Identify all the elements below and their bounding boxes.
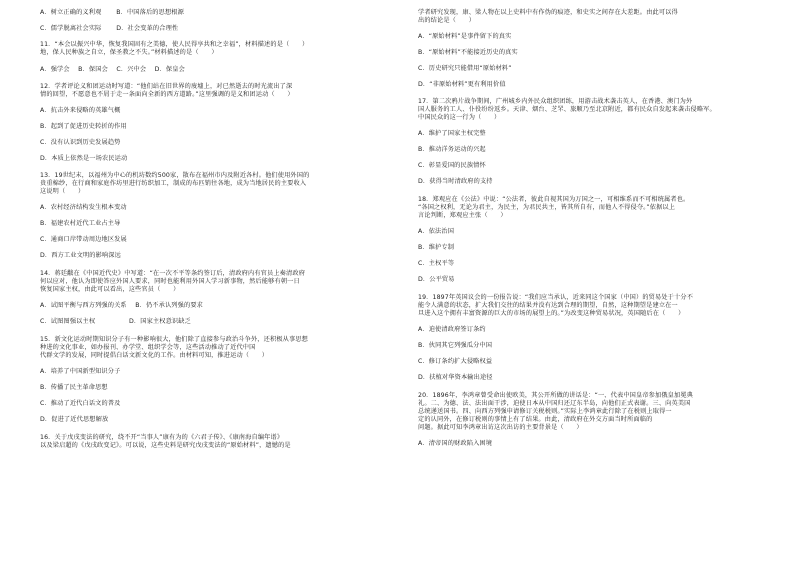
left-text-line: 何以应对，他认为即使答应外国人要求，同时也能利用外国人学习新事物，然后能够有朝一日 [40,278,300,285]
right-text-line: 出的结论是（ ） [418,17,476,24]
right-text-line: 19．1897年英国议会的一份报告说：“我们应当承认，近来同这个国家（中国）的贸易处于十分不 [418,294,694,301]
right-text-line: “各国之权利，无论为君主，为民主，为君民共主，皆其所自有，而他人不得侵夺。”依据以上 [418,204,676,211]
right-text-line: 总统递送国书。四、向西方列强申请修订关税税则。”实际上李鸿章此行除了在税则上取得一 [418,408,672,415]
right-text-line: B．维护专制 [418,244,455,251]
left-text-line: 13．19世纪末，以福州为中心的机坊数约500家，散布在福州市内及附近各村。他们使用外国的 [40,172,310,179]
left-text-line: 代群文学的发展，同时提倡白话文新文化的工作。由材料可知，推进运动（ ） [40,352,269,359]
right-text-line: 国人服务的工人、仆役纷纷返乡。天津、烟台、芝罘、旅顺乃至北京附近，都有民众自发起来袭击侵略军。 [418,106,716,113]
right-text-line: 言论判断，郑观应主张（ ） [418,212,507,219]
right-text-line: 问题。据此可知李鸿章出访这次出访的主要背景是（ ） [418,424,583,431]
left-text-line: B．福建农村近代工业占主导 [40,220,121,227]
right-text-line: 17．第二次鸦片战争期间，广州城乡内外民众组织团练，用游击战术袭击英人，在香港、澳门为外 [418,98,693,105]
left-text-line: A．抗击外来侵略的英雄气概 [40,107,121,114]
left-text-line: 这说明（ ） [40,188,85,195]
left-text-line: B．传播了民主革命思想 [40,384,108,391]
right-text-line: 中国民众的这一行为（ ） [418,114,501,121]
left-text-line: 贵重棉纱，在行商和家庭作坊里进行纺织加工，制成的布匹销往各地，成为当地居民的主要收入 [40,180,307,187]
right-column [418,0,763,562]
left-text-line: D．促进了近代思想解放 [40,416,109,423]
right-text-line: A．迫使清政府签订条约 [418,326,486,333]
right-text-line: B．推动洋务运动的兴起 [418,146,486,153]
right-text-line: D．获得当时清政府的支持 [418,178,493,185]
left-text-line: 12．学者评论义和团运动时写道：“他们站在旧世界的废墟上，对已然逝去的时光流出了深 [40,83,293,90]
left-text-line: A．树立正确的义利观 B．中国落后的思想根源 [40,9,184,16]
right-text-line: 学者研究发现，康、梁人物在以上史料中有作伪的痕迹，和史实之间存在大差距。由此可以得 [418,9,678,16]
left-text-line: C．试图图强以主权 D．国家主权意识缺乏 [40,318,191,325]
right-text-line: 礼。二、为德、法、法出面干涉，迫使日本从中国归还辽东半岛，向他们正式表谢。三、向英美国 [418,400,691,407]
right-text-line: C．历史研究只能借用“原始材料” [418,65,512,72]
right-text-line: A．维护了国家主权完整 [418,130,486,137]
left-text-line: C．没有认识到历史发展趋势 [40,139,121,146]
left-text-line: D．本质上依然是一场农民运动 [40,155,128,162]
right-text-line: B．“原始材料”不能接近历史的真实 [418,49,518,56]
left-text-line: 地，保人民种族之自立，保圣教之不失。”材料描述的是（ ） [40,49,218,56]
right-text-line: D．公平贸易 [418,276,455,283]
right-text-line: A．清帝国的财政陷入困境 [418,440,493,447]
left-text-line: 16．关于戊戌变法的研究，绕不开“当事人”康有为的《六君子传》、《康南海自编年谱》 [40,434,284,441]
right-text-line: A．依法治国 [418,228,455,235]
right-text-line: C．主权平等 [418,260,455,267]
right-text-line: 能令人满意的状态，扩大我们交往的结果并没有达到合理的期望，自然，这种期望是建立在一 [418,302,678,309]
left-text-line: A．强学会 B．保国会 C．兴中会 D．保皇会 [40,66,185,73]
right-text-line: 20．1896年，李鸿章曾受命出使欧美，其公开所做的讲话是：“一、代表中国皇帝参加俄皇加冕典 [418,392,694,399]
left-text-line: D．西方工业文明的影响深远 [40,252,121,259]
left-text-line: C．推动了近代白话文的普及 [40,400,121,407]
left-text-line: 种进的文化事业，如办报刊、办学堂、组织学会等，这些活动推动了近代中国 [40,344,256,351]
left-text-line: 恢复国家主权，由此可以看出，这些官员（ ） [40,286,180,293]
left-text-line: 14．蒋廷黻在《中国近代史》中写道：“在一次不平等条约签订后，清政府内有官员上奏清政府 [40,270,306,277]
right-text-line: C．彰显爱国的民族情怀 [418,162,486,169]
left-column [40,0,385,562]
left-text-line: A．试图平衡与西方列强的关系 B．仍不承认列强的要求 [40,302,203,309]
right-text-line: C．修订条约扩大侵略权益 [418,358,493,365]
left-text-line: 情的回望，不愿意也不屑于走一条面向全新的西方道路。”这里强调的是义和团运动（ ） [40,91,294,98]
left-text-line: 11．“本会以振兴中华，恢复我国固有之美德，使人民得享共和之幸福”，材料描述的是（ ） [40,41,309,48]
left-text-line: A．农村经济结构发生根本变动 [40,204,127,211]
right-text-line: D．“非原始材料”更有利用价值 [418,81,506,88]
left-text-line: 以及梁启超的《戊戌政变记》。可以说，这些史料是研究戊戌变法的“原始材料”，遗憾的是 [40,442,291,449]
left-text-line: A．培养了中国新型知识分子 [40,368,121,375]
right-text-line: A．“原始材料”是事件留下的真实 [418,33,512,40]
right-text-line: B．伙同其它列强瓜分中国 [418,342,493,349]
right-text-line: 18．郑观应在《公法》中说：“公法者，彼此自视其国为万国之一，可相维系而不可相统属者也。 [418,196,690,203]
left-text-line: B．起到了促进历史转折的作用 [40,123,127,130]
left-text-line: 15．新文化运动时期知识分子有一种影响很大，他们除了直接参与政治斗争外，还积极从事思想 [40,336,309,343]
right-text-line: 旦进入这个拥有丰富资源的巨大的市场的展望上的。”为改变这种贸易状况，英国随后在（ ） [418,310,685,317]
right-text-line: D．扶植对华资本输出途径 [418,374,493,381]
left-text-line: C．儒学脱离社会实际 D．社会变革的合理性 [40,25,179,32]
right-text-line: 定的认同外，在修订税则的事情上有了结果。由此，清政府在外交方面当时所面临的 [418,416,653,423]
left-text-line: C．通商口岸带动周边地区发展 [40,236,127,243]
